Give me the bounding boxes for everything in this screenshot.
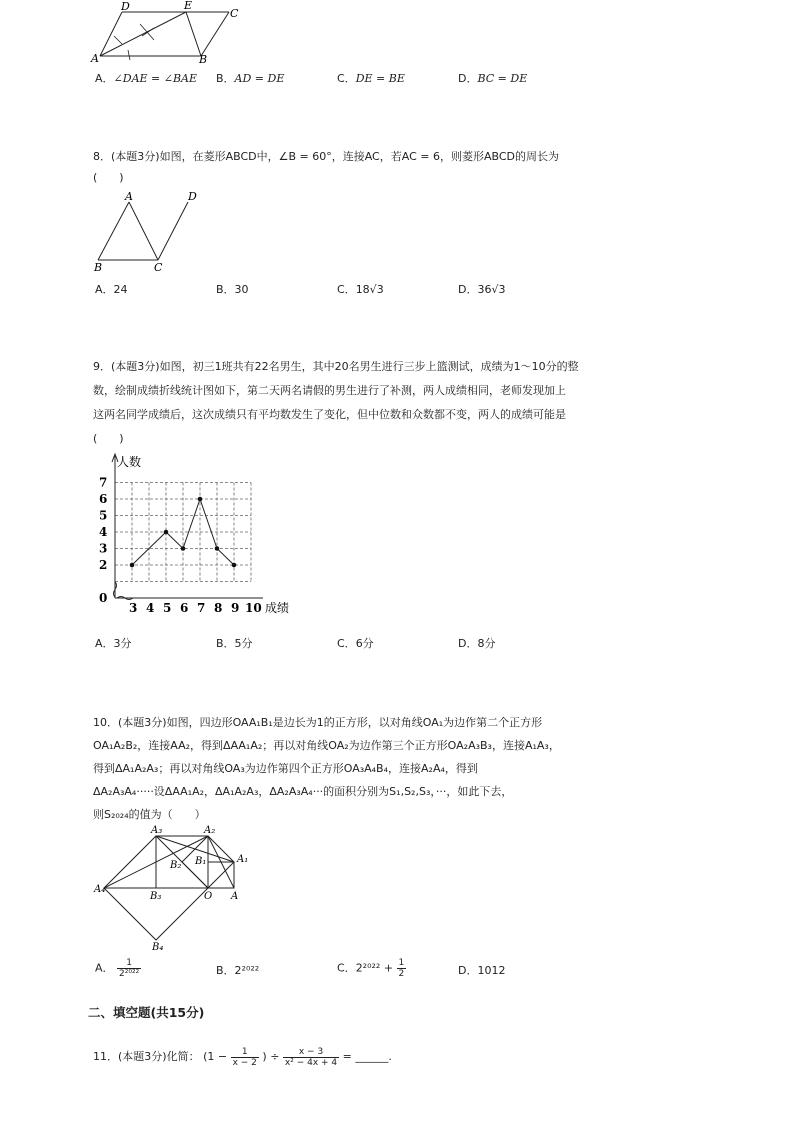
option-letter: C． bbox=[337, 961, 356, 975]
q8-stem-line2: ( ) bbox=[93, 171, 124, 184]
q10-stem-line3: 得到ΔA₁A₂A₃；再以对角线OA₃为边作第四个正方形OA₃A₄B₄，连接A₂A₄，得到 bbox=[93, 762, 478, 775]
q8-label-a: A bbox=[125, 190, 133, 203]
data-point bbox=[164, 530, 169, 535]
q10-stem-line1: 10．(本题3分)如图，四边形OAA₁B₁是边长为1的正方形，以对角线OA₁为边作第二个正方形 bbox=[93, 716, 543, 729]
q9-option-a[interactable] bbox=[95, 635, 132, 651]
data-point bbox=[130, 563, 135, 568]
option-text: 6分 bbox=[355, 637, 374, 650]
x-tick-label: 8 bbox=[214, 601, 223, 615]
data-point bbox=[232, 563, 237, 568]
q10-label-o: O bbox=[204, 891, 213, 902]
chart-axes bbox=[112, 454, 263, 600]
q7-option-c[interactable] bbox=[337, 70, 405, 86]
q10-label-a3: A₃ bbox=[151, 825, 163, 836]
option-text: 1012 bbox=[477, 964, 506, 977]
q10-stem-line5: 则S₂₀₂₄的值为（ ） bbox=[93, 808, 206, 821]
section-title: 二、填空题(共15分) bbox=[88, 1005, 205, 1020]
q10-label-a1: A₁ bbox=[237, 854, 249, 865]
q11-mid: ) ÷ bbox=[262, 1050, 283, 1063]
q11-open: (1 − bbox=[203, 1050, 231, 1063]
option-letter: A． bbox=[95, 283, 114, 296]
q8-option-c[interactable] bbox=[337, 281, 384, 297]
q8-label-d: D bbox=[188, 190, 197, 203]
option-letter: C． bbox=[337, 637, 356, 650]
q10-label-a4: A₄ bbox=[94, 884, 106, 895]
q10-figure bbox=[92, 822, 257, 952]
q8-option-a[interactable] bbox=[95, 281, 128, 297]
q7-label-b: B bbox=[199, 53, 208, 65]
y-tick-label: 6 bbox=[99, 492, 108, 506]
q9-option-b[interactable] bbox=[216, 635, 253, 651]
x-tick-label: 10 bbox=[245, 601, 262, 615]
option-text: 5分 bbox=[234, 637, 253, 650]
q9-stem-line1: 9．(本题3分)如图，初三1班共有22名男生，其中20名男生进行三步上篮测试，成绩为1～10分的整 bbox=[93, 360, 579, 373]
option-text: 30 bbox=[234, 283, 249, 296]
q9-stem-line4: ( ) bbox=[93, 432, 124, 445]
q7-option-d[interactable] bbox=[458, 70, 527, 86]
y-tick-label: 2 bbox=[99, 558, 108, 572]
x-tick-label: 6 bbox=[180, 601, 189, 615]
q11-prefix: 11．(本题3分)化简： bbox=[93, 1050, 200, 1063]
q7-label-d: D bbox=[121, 0, 130, 13]
option-letter: D． bbox=[458, 72, 478, 85]
q8-option-b[interactable] bbox=[216, 281, 249, 297]
q9-option-c[interactable] bbox=[337, 635, 374, 651]
option-text: 2²⁰²² + bbox=[355, 961, 397, 975]
q10-option-c[interactable] bbox=[337, 958, 406, 979]
option-letter: A． bbox=[95, 637, 114, 650]
q7-option-b[interactable] bbox=[216, 70, 284, 86]
option-text: 18√3 bbox=[355, 283, 384, 296]
option-text: 3分 bbox=[113, 637, 132, 650]
q7-label-e: E bbox=[184, 0, 193, 12]
q11-answer-blank[interactable]: = ______. bbox=[342, 1050, 392, 1063]
q7-label-a: A bbox=[91, 52, 99, 65]
q10-label-a: A bbox=[231, 891, 239, 902]
q9-stem-line2: 数，绘制成绩折线统计图如下，第二天两名请假的男生进行了补测，两人成绩相同，老师发现加上 bbox=[93, 384, 566, 397]
q10-stem bbox=[93, 711, 733, 826]
y-tick-label: 7 bbox=[99, 475, 108, 490]
y-axis-label: 人数 bbox=[117, 455, 142, 469]
option-text: 2²⁰²² bbox=[234, 964, 260, 977]
q8-label-b: B bbox=[94, 261, 103, 274]
x-tick-label: 3 bbox=[129, 601, 138, 615]
option-letter: B． bbox=[216, 72, 235, 85]
q10-label-a2: A₂ bbox=[204, 825, 216, 836]
q8-stem bbox=[93, 146, 693, 188]
q8-stem-line1: 8．(本题3分)如图，在菱形ABCD中，∠B = 60°，连接AC，若AC = 6，则菱形ABCD的周长为 bbox=[93, 150, 559, 163]
data-point bbox=[215, 546, 220, 551]
fraction: $\frac{x - 3}{\text{x² − 4x + 4}}$ bbox=[284, 1046, 338, 1068]
x-tick-label: 9 bbox=[231, 601, 240, 615]
option-letter: D． bbox=[458, 964, 478, 977]
option-text: 36√3 bbox=[477, 283, 506, 296]
option-text: ∠DAE = ∠BAE bbox=[113, 72, 198, 85]
data-point bbox=[181, 546, 186, 551]
option-letter: D． bbox=[458, 283, 478, 296]
option-text: 8分 bbox=[477, 637, 496, 650]
x-tick-label: 7 bbox=[197, 601, 206, 615]
q8-label-c: C bbox=[154, 261, 163, 274]
q8-figure bbox=[88, 190, 213, 275]
fraction: $\frac{1}{\text{2²⁰²²}}$ bbox=[119, 958, 140, 979]
fraction: $\frac{1}{x - 2}$ bbox=[232, 1046, 257, 1068]
x-axis-label: 成绩 bbox=[265, 601, 290, 615]
q10-option-b[interactable] bbox=[216, 962, 259, 978]
option-letter: B． bbox=[216, 964, 235, 977]
option-text: 24 bbox=[113, 283, 128, 296]
x-tick-label: 5 bbox=[163, 601, 172, 615]
q10-stem-line4: ΔA₂A₃A₄·····设ΔAA₁A₂，ΔA₁A₂A₃，ΔA₂A₃A₄···的面积分别为S₁,S₂,S₃，···，如此下去， bbox=[93, 785, 513, 798]
data-point bbox=[198, 497, 203, 502]
y-tick-label: 3 bbox=[99, 541, 108, 556]
q7-figure bbox=[88, 0, 248, 65]
x-tick-label: 4 bbox=[146, 601, 155, 615]
q10-option-d[interactable] bbox=[458, 962, 505, 978]
q9-line-chart bbox=[95, 450, 305, 620]
option-letter: A． bbox=[95, 72, 114, 85]
option-letter: C． bbox=[337, 283, 356, 296]
q10-option-a[interactable] bbox=[95, 958, 141, 979]
q9-option-d[interactable] bbox=[458, 635, 495, 651]
option-letter: D． bbox=[458, 637, 478, 650]
option-letter: C． bbox=[337, 72, 356, 85]
y-tick-label: 0 bbox=[99, 591, 108, 605]
q11-stem bbox=[93, 1046, 392, 1068]
q7-option-a[interactable] bbox=[95, 70, 197, 86]
q10-stem-line2: OA₁A₂B₂，连接AA₂，得到ΔAA₁A₂；再以对角线OA₂为边作第三个正方形OA₂A₃B₃，连接A₁A₃， bbox=[93, 739, 560, 752]
option-letter: B． bbox=[216, 637, 235, 650]
q9-stem-line3: 这两名同学成绩后，这次成绩只有平均数发生了变化，但中位数和众数都不变，两人的成绩可能是 bbox=[93, 408, 566, 421]
q7-label-c: C bbox=[230, 7, 239, 20]
q10-label-b4: B₄ bbox=[152, 942, 164, 952]
fraction: $\frac{1}{2}$ bbox=[398, 958, 405, 979]
y-tick-label: 5 bbox=[99, 508, 108, 523]
chart-grid bbox=[115, 483, 251, 582]
option-text: DE = BE bbox=[355, 72, 405, 85]
option-text: BC = DE bbox=[477, 72, 528, 85]
q10-label-b3: B₃ bbox=[150, 891, 162, 902]
q9-stem bbox=[93, 355, 713, 451]
q10-label-b1: B₁ bbox=[195, 856, 207, 867]
option-letter: B． bbox=[216, 283, 235, 296]
option-letter: A． bbox=[95, 961, 114, 975]
q8-option-d[interactable] bbox=[458, 281, 506, 297]
y-tick-label: 4 bbox=[99, 525, 108, 539]
q10-label-b2: B₂ bbox=[170, 860, 182, 871]
option-text: AD = DE bbox=[234, 72, 285, 85]
